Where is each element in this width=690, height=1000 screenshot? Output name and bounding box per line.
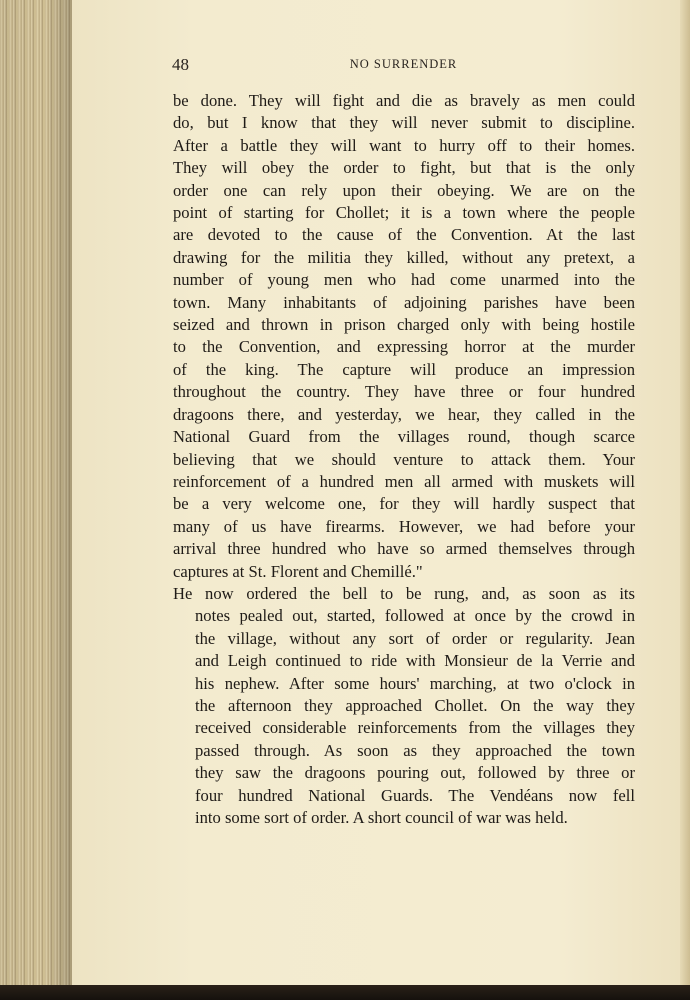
text-line: They will obey the order to fight, but that is the only — [173, 158, 635, 178]
paragraph-1 — [173, 90, 635, 583]
text-line: of the king. The capture will produce an impression — [173, 359, 635, 379]
text-line: they saw the dragoons pouring out, followed by three or — [195, 763, 635, 783]
text-line: drawing for the militia they killed, without any pretext, a — [173, 247, 635, 267]
paragraph-2 — [173, 583, 635, 829]
text-line: order one can rely upon their obeying. We are on the — [173, 180, 635, 200]
text-line: After a battle they will want to hurry off to their homes. — [173, 135, 635, 155]
text-line: point of starting for Chollet; it is a town where the people — [173, 203, 635, 223]
text-line: be a very welcome one, for they will hardly suspect that — [173, 494, 635, 514]
text-line: seized and thrown in prison charged only with being hostile — [173, 315, 635, 335]
text-line: believing that we should venture to attack them. Your — [173, 449, 635, 469]
page-number: 48 — [172, 55, 189, 74]
text-line: into some sort of order. A short council of war was held. — [195, 808, 568, 827]
page-header — [172, 55, 635, 77]
text-line: four hundred National Guards. The Vendéans now fell — [195, 785, 635, 805]
bottom-shadow — [0, 985, 690, 1000]
text-line: received considerable reinforcements from the villages they — [195, 718, 635, 738]
text-line: arrival three hundred who have so armed themselves through — [173, 539, 635, 559]
text-line: the village, without any sort of order or regularity. Jean — [195, 628, 635, 648]
text-line: National Guard from the villages round, though scarce — [173, 427, 635, 447]
text-line: and Leigh continued to ride with Monsieur de la Verrie and — [195, 651, 635, 671]
text-line: captures at St. Florent and Chemillé." — [173, 561, 423, 581]
text-line: are devoted to the cause of the Convention. At the last — [173, 225, 635, 245]
running-head: NO SURRENDER — [349, 57, 458, 71]
text-line: town. Many inhabitants of adjoining parishes have been — [173, 292, 635, 312]
text-line: do, but I know that they will never submit to discipline. — [173, 113, 635, 133]
body-text — [173, 90, 635, 829]
text-line: the afternoon they approached Chollet. On the way they — [195, 695, 635, 715]
right-page-edge — [680, 0, 690, 985]
text-line: number of young men who had come unarmed into the — [173, 270, 635, 290]
text-line: to the Convention, and expressing horror at the murder — [173, 337, 635, 357]
text-line: his nephew. After some hours' marching, at two o'clock in — [195, 673, 635, 693]
text-line: reinforcement of a hundred men all armed with muskets will — [173, 471, 635, 491]
text-line: passed through. As soon as they approached the town — [195, 740, 635, 760]
text-line: dragoons there, and yesterday, we hear, they called in the — [173, 404, 635, 424]
text-line: He now ordered the bell to be rung, and, as soon as its — [173, 583, 635, 603]
stacked-page-edges — [0, 0, 72, 985]
text-line: notes pealed out, started, followed at once by the crowd in — [195, 606, 635, 626]
text-line: throughout the country. They have three or four hundred — [173, 382, 635, 402]
text-line: many of us have firearms. However, we had before your — [173, 516, 635, 536]
text-line: be done. They will fight and die as bravely as men could — [173, 91, 635, 110]
